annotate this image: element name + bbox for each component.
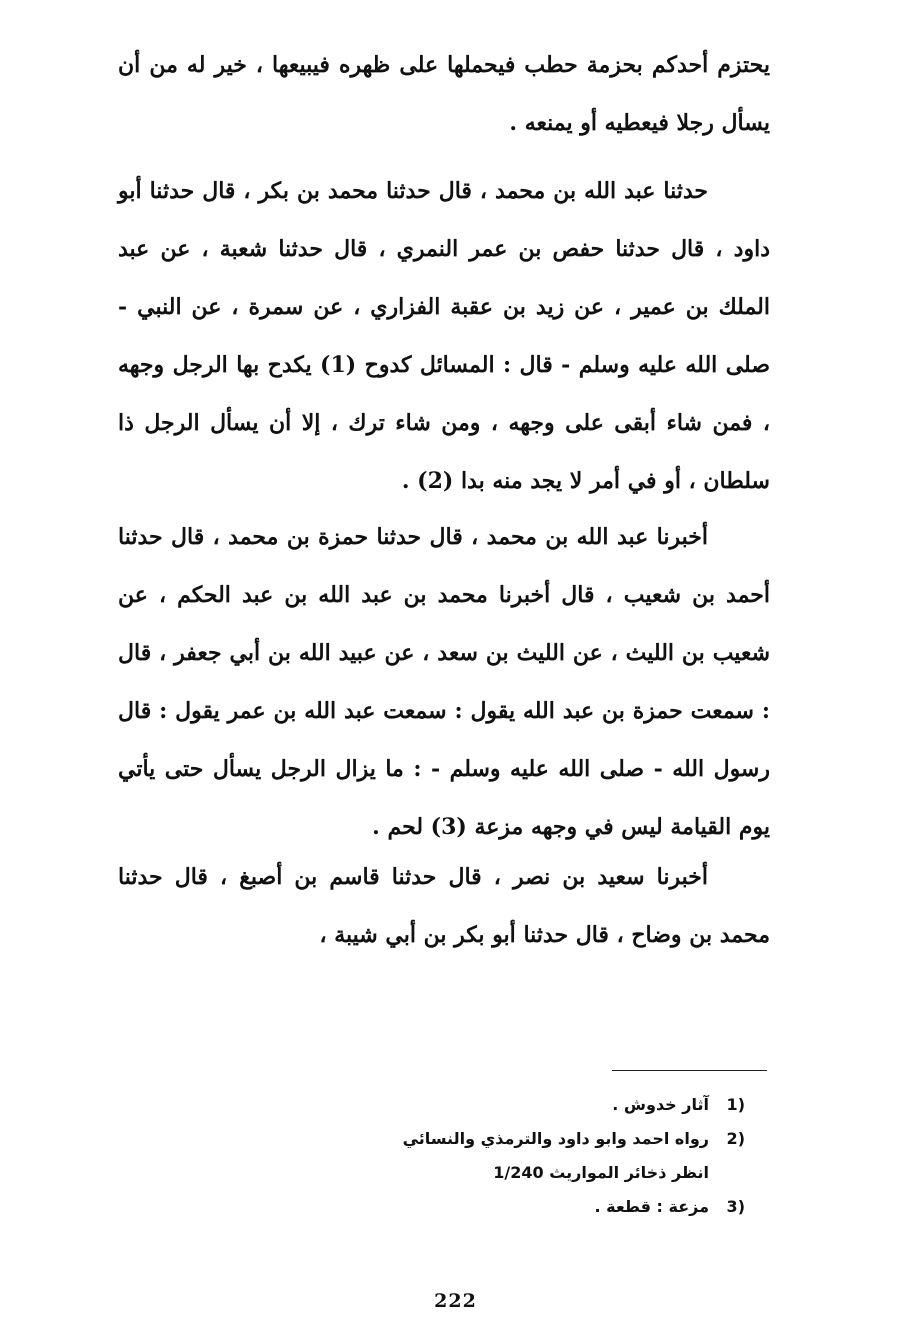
paragraph-4-text: أخبرنا سعيد بن نصر ، قال حدثنا قاسم بن أصبغ ، قال حدثنا محمد بن وضاح ، قال حدثنا أبو بكر بن أبي شيبة ، [118,864,770,948]
footnote-3-number: (3 [726,1197,745,1216]
footnote-3-text: مزعة : قطعة . [594,1197,709,1216]
footnote-divider [612,1070,767,1071]
paragraph-1 [118,36,770,152]
footnote-1-number: (1 [726,1095,745,1114]
footnote-1 [300,1088,745,1122]
paragraph-3 [118,508,770,856]
paragraph-2 [118,162,770,510]
paragraph-1-text: يحتزم أحدكم بحزمة حطب فيحملها على ظهره فيبيعها ، خير له من أن يسأل رجلا فيعطيه أو يمنعه . [118,52,770,136]
footnote-2-text: رواه احمد وابو داود والترمذي والنسائي [402,1129,709,1148]
paragraph-3-text: أخبرنا عبد الله بن محمد ، قال حدثنا حمزة بن محمد ، قال حدثنا أحمد بن شعيب ، قال أخبرنا محمد بن عبد الله بن عبد الحكم ، عن شعيب بن الليث ، عن الليث بن سعد ، عن عبيد الله بن أبي جعفر ، قال : سمعت حمزة بن عبد الله يقول : سمعت عبد الله بن عمر يقول : قال رسول الله - صلى الله عليه وسلم - : ما يزال الرجل يسأل حتى يأتي يوم القيامة ليس في وجهه مزعة (3) لحم . [118,524,770,840]
footnote-2-number: (2 [726,1129,745,1148]
paragraph-4 [118,848,770,964]
footnote-2-continuation: انظر ذخائر المواريث 1/240 [493,1163,709,1182]
footnote-2 [300,1122,745,1156]
page-number: 222 [434,1290,477,1312]
footnotes [300,1088,745,1224]
footnote-3 [300,1190,745,1224]
footnote-1-text: آثار خدوش . [612,1095,709,1114]
paragraph-2-text: حدثنا عبد الله بن محمد ، قال حدثنا محمد بن بكر ، قال حدثنا أبو داود ، قال حدثنا حفص بن عمر النمري ، قال حدثنا شعبة ، عن عبد الملك بن عمير ، عن زيد بن عقبة الفزاري ، عن سمرة ، عن النبي - صلى الله عليه وسلم - قال : المسائل كدوح (1) يكدح بها الرجل وجهه ، فمن شاء أبقى على وجهه ، ومن شاء ترك ، إلا أن يسأل الرجل ذا سلطان ، أو في أمر لا يجد منه بدا (2) . [118,178,770,494]
